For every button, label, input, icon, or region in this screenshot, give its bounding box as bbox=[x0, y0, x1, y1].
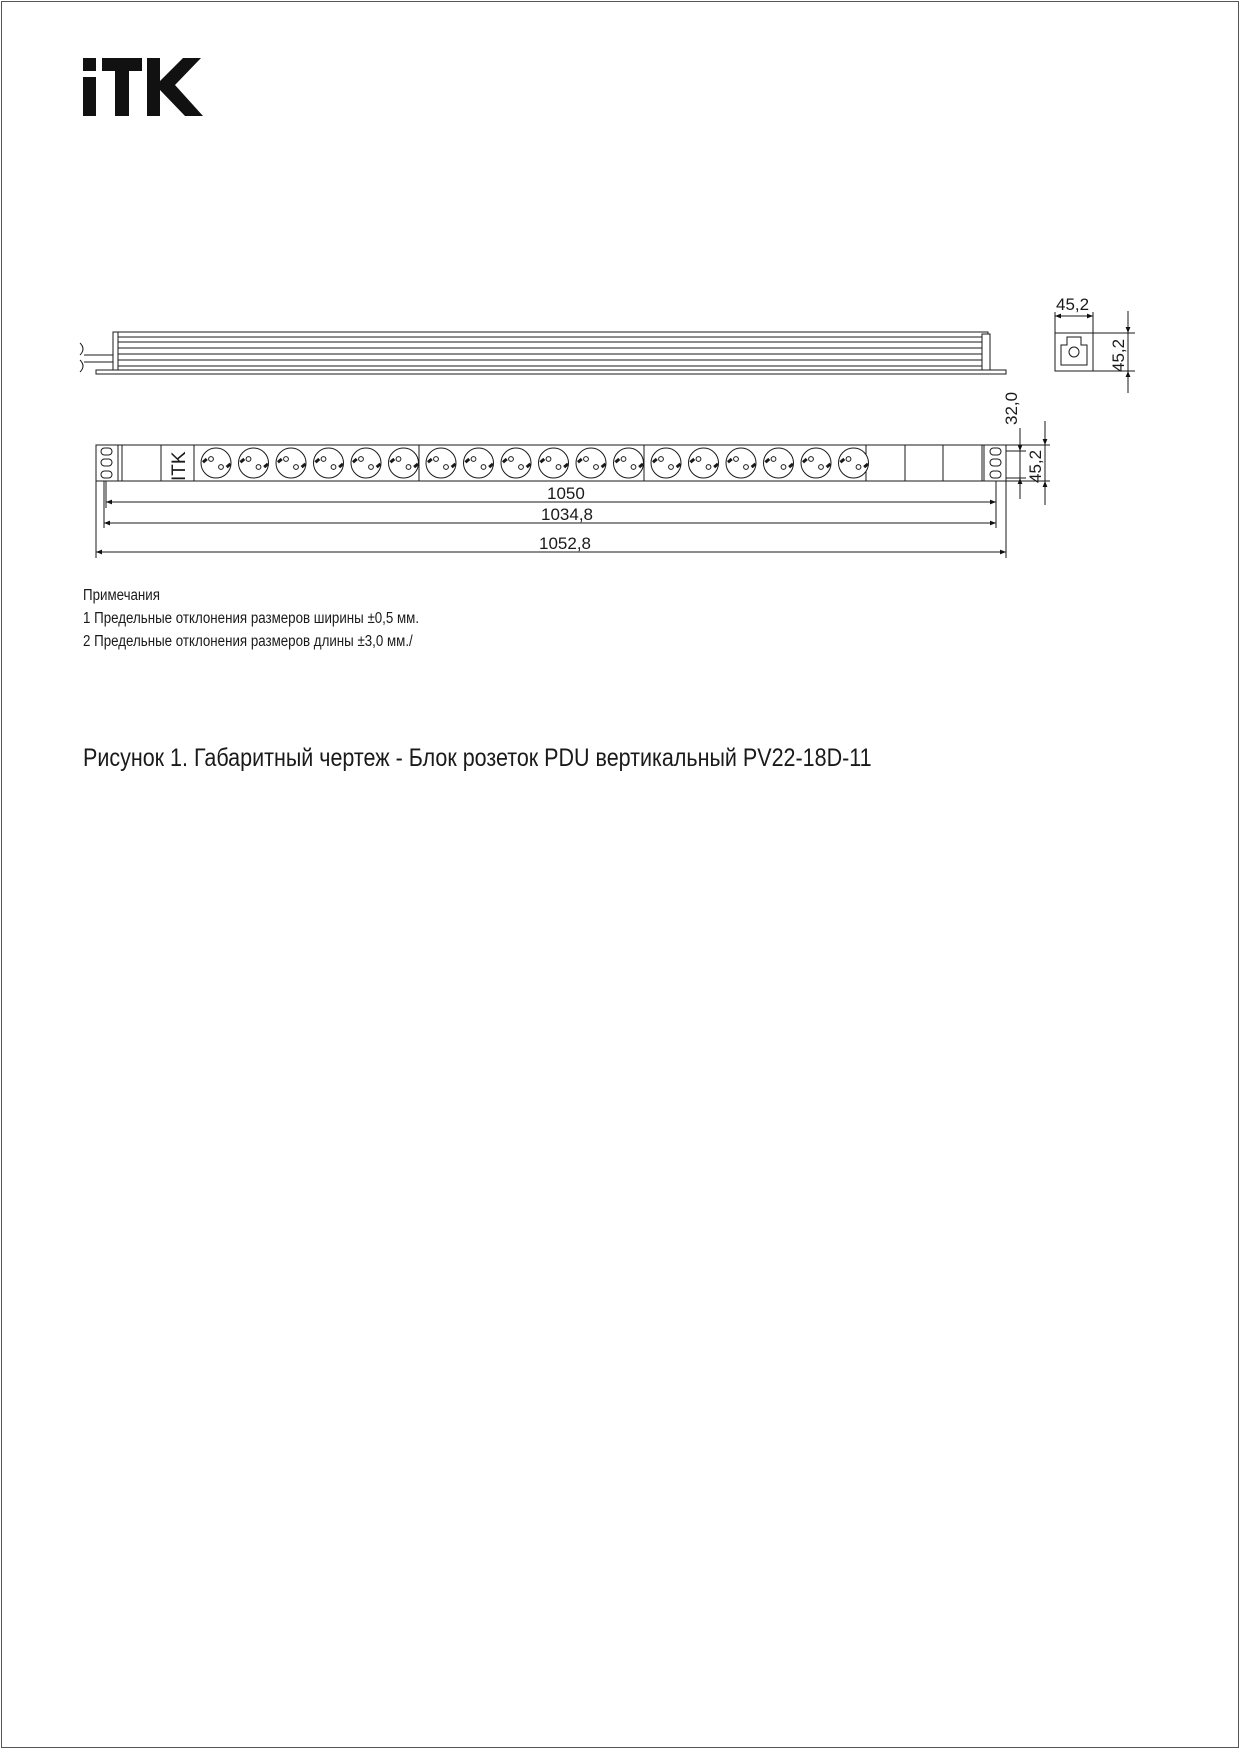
dim-body-length: 1034,8 bbox=[541, 505, 593, 524]
figure-caption: Рисунок 1. Габаритный чертеж - Блок розеток PDU вертикальный PV22-18D-11 bbox=[83, 744, 872, 772]
top-view bbox=[80, 332, 1006, 374]
schuko-socket bbox=[764, 448, 794, 478]
schuko-socket bbox=[726, 448, 756, 478]
power-cable bbox=[80, 343, 83, 372]
schuko-socket bbox=[801, 448, 831, 478]
dim-mount-length: 1050 bbox=[547, 484, 585, 503]
schuko-socket bbox=[839, 448, 869, 478]
schuko-socket bbox=[651, 448, 681, 478]
schuko-socket bbox=[239, 448, 269, 478]
schuko-socket bbox=[314, 448, 344, 478]
notes-block bbox=[83, 584, 419, 653]
schuko-socket bbox=[576, 448, 606, 478]
right-mount-bracket bbox=[984, 445, 1006, 481]
dim-side-height: 45,2 bbox=[1109, 338, 1128, 372]
schuko-socket bbox=[389, 448, 419, 478]
dim-mount-spacing: 32,0 bbox=[1002, 391, 1021, 425]
schuko-socket bbox=[614, 448, 644, 478]
schuko-socket bbox=[201, 448, 231, 478]
housing-brand-label: ITK bbox=[169, 451, 190, 481]
end-cap bbox=[982, 334, 990, 370]
dim-front-height: 45,2 bbox=[1026, 449, 1045, 483]
schuko-socket bbox=[351, 448, 381, 478]
schuko-socket bbox=[501, 448, 531, 478]
schuko-socket bbox=[426, 448, 456, 478]
note-item-2: 2 Предельные отклонения размеров длины ±3,0 мм./ bbox=[83, 633, 413, 650]
schuko-socket bbox=[464, 448, 494, 478]
schuko-socket bbox=[539, 448, 569, 478]
schuko-socket bbox=[276, 448, 306, 478]
note-item-1: 1 Предельные отклонения размеров ширины ±0,5 мм. bbox=[83, 610, 420, 627]
dim-side-width: 45,2 bbox=[1056, 295, 1090, 314]
notes-heading: Примечания bbox=[83, 587, 160, 604]
mounting-flange-top bbox=[96, 370, 1006, 374]
schuko-socket bbox=[689, 448, 719, 478]
left-mount-bracket bbox=[96, 445, 118, 481]
dim-overall-length: 1052,8 bbox=[539, 534, 591, 553]
front-view bbox=[96, 445, 1006, 481]
